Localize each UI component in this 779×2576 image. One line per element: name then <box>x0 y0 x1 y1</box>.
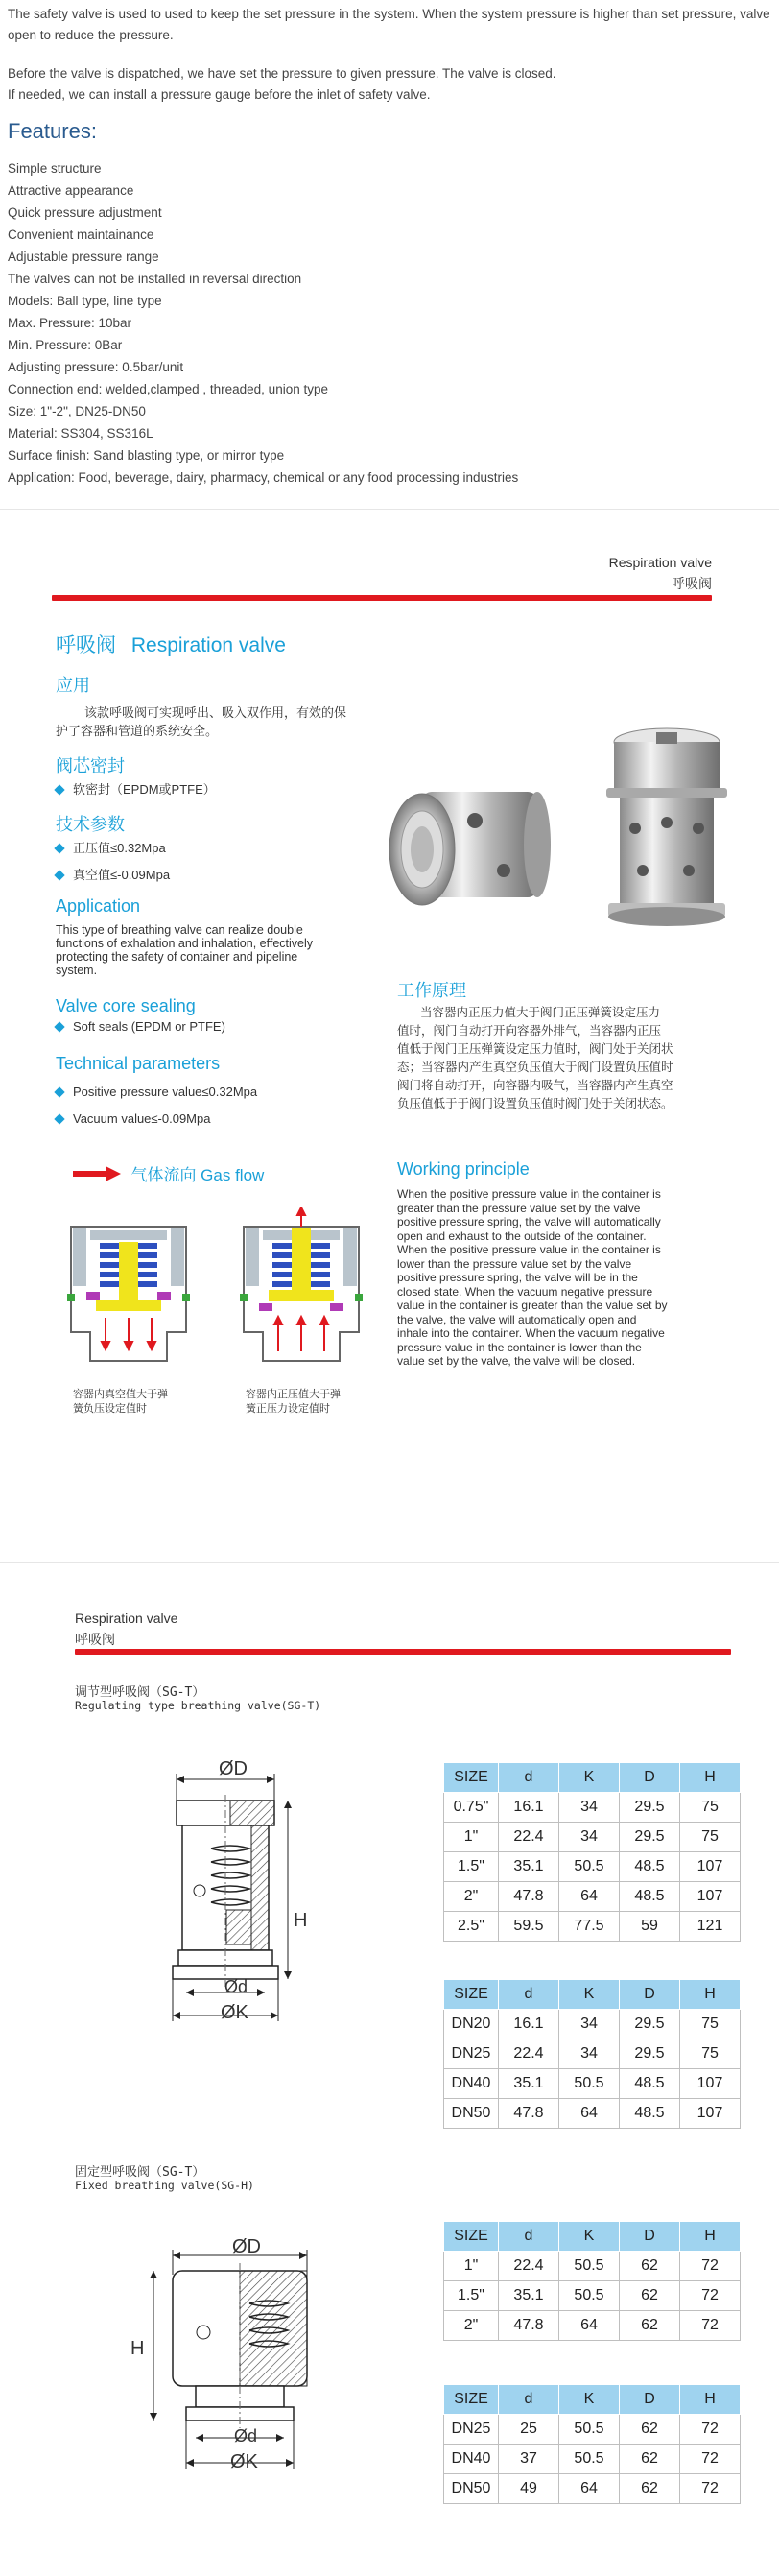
table-header-cell: d <box>499 2385 559 2415</box>
table-row <box>444 1823 741 1852</box>
dim-D-label: ØD <box>219 1758 248 1779</box>
principle-en-line: When the positive pressure value in the container is <box>397 1187 661 1201</box>
principle-en-line: lower than the pressure value set by the valve <box>397 1256 632 1271</box>
table-row <box>444 2415 741 2445</box>
regulating-title-zh: 调节型呼吸阀（SG-T） <box>75 1685 205 1700</box>
intro-paragraph-1: The safety valve is used to used to keep the set pressure in the system. When the system pressure is higher than set pressure, valve open to reduce the pressure. <box>8 7 770 42</box>
table-cell: 72 <box>680 2311 741 2341</box>
table-header-cell: d <box>499 2222 559 2252</box>
table-header-row <box>444 1763 741 1793</box>
fixed-title-en: Fixed breathing valve(SG-H) <box>75 2179 254 2192</box>
feature-item: Application: Food, beverage, dairy, pharmacy, chemical or any food processing industries <box>8 470 519 485</box>
table-cell: DN50 <box>444 2474 499 2504</box>
table-cell: 2" <box>444 1882 499 1912</box>
red-arrow-icon <box>73 1166 121 1181</box>
table-cell: 62 <box>620 2474 680 2504</box>
table-cell: 50.5 <box>559 2252 620 2281</box>
flow-diagram-pressure <box>240 1207 363 1361</box>
table-header-cell: d <box>499 1980 559 2010</box>
table-cell: 107 <box>680 2069 741 2099</box>
section-divider <box>0 1562 779 1563</box>
principle-zh-line: 值低于阀门正压弹簧设定压力值时，阀门处于关闭状 <box>397 1042 673 1056</box>
principle-en-line: closed state. When the vacuum negative pressure <box>397 1284 653 1299</box>
seal-zh-title: 阀芯密封 <box>56 756 125 775</box>
caption-right: 容器内正压值大于弹 簧正压力设定值时 <box>246 1389 341 1415</box>
table-cell: 107 <box>680 1852 741 1882</box>
table-row <box>444 2069 741 2099</box>
table-cell: 2" <box>444 2311 499 2341</box>
title-zh: 呼吸阀 <box>56 634 116 656</box>
dim-H-label-fixed: H <box>130 2338 145 2359</box>
features-list <box>8 157 518 489</box>
feature-item: The valves can not be installed in reversal direction <box>8 272 302 286</box>
principle-zh-line: 态；当容器内产生真空负压值大于阀门设置负压值时 <box>397 1061 673 1074</box>
table-header-cell: H <box>680 1763 741 1793</box>
table-cell: 121 <box>680 1912 741 1942</box>
table-cell: 59.5 <box>499 1912 559 1942</box>
table-cell: 50.5 <box>559 2069 620 2099</box>
table-cell: 48.5 <box>620 1852 680 1882</box>
table-cell: 35.1 <box>499 1852 559 1882</box>
principle-en-line: positive pressure spring, the valve will automatically <box>397 1215 661 1228</box>
table-cell: DN40 <box>444 2069 499 2099</box>
table-cell: 75 <box>680 1823 741 1852</box>
table-cell: 47.8 <box>499 1882 559 1912</box>
principle-en-line: the valve, the valve will automatically open and <box>397 1312 637 1326</box>
table-cell: 50.5 <box>559 1852 620 1882</box>
table-row <box>444 2311 741 2341</box>
table-cell: 1" <box>444 2252 499 2281</box>
table-cell: 1.5" <box>444 1852 499 1882</box>
header-red-line <box>75 1649 731 1655</box>
table-row <box>444 2445 741 2474</box>
principle-en-line: open and exhaust to the outside of the container. <box>397 1228 647 1243</box>
bullet-icon <box>54 1021 64 1032</box>
feature-item: Material: SS304, SS316L <box>8 426 153 441</box>
table-cell: DN40 <box>444 2445 499 2474</box>
title-en: Respiration valve <box>130 634 286 656</box>
gas-flow-legend <box>73 1161 264 1185</box>
principle-en-text <box>397 1187 668 1369</box>
feature-item: Convenient maintainance <box>8 227 154 242</box>
feature-item: Adjustable pressure range <box>8 250 159 264</box>
tech-en-item-2: Vacuum value≤-0.09Mpa <box>56 1111 210 1127</box>
features-title: Features: <box>8 119 97 143</box>
table-cell: 75 <box>680 2039 741 2069</box>
table-header-cell: K <box>559 2222 620 2252</box>
table-header-cell: K <box>559 1763 620 1793</box>
feature-item: Surface finish: Sand blasting type, or mirror type <box>8 448 285 463</box>
table-cell: 48.5 <box>620 2069 680 2099</box>
seal-zh-item: 软密封（EPDM或PTFE） <box>56 782 216 798</box>
valve-side-view <box>390 792 551 905</box>
valve-product-photo <box>384 725 748 945</box>
intro-text <box>8 4 771 106</box>
table-header-cell: SIZE <box>444 2222 499 2252</box>
table-cell: 34 <box>559 1793 620 1823</box>
principle-zh-line: 阀门将自动打开，向容器内吸气，当容器内产生真空 <box>397 1079 673 1092</box>
table-cell: 64 <box>559 2311 620 2341</box>
app-en-text: This type of breathing valve can realize double functions of exhalation and inhalation, effectively protecting the safety of container and pipeline system. <box>56 923 314 977</box>
catalog1-header-en: Respiration valve <box>608 555 712 570</box>
table-header-cell: D <box>620 1980 680 2010</box>
feature-item: Size: 1"-2", DN25-DN50 <box>8 404 146 418</box>
dim-K-label-fixed: ØK <box>230 2451 258 2472</box>
table-cell: 22.4 <box>499 2039 559 2069</box>
table-cell: 72 <box>680 2445 741 2474</box>
gas-flow-diagram <box>61 1207 378 1380</box>
table-header-cell: H <box>680 2222 741 2252</box>
table-cell: 29.5 <box>620 1823 680 1852</box>
table-cell: 50.5 <box>559 2281 620 2311</box>
feature-item: Adjusting pressure: 0.5bar/unit <box>8 360 184 374</box>
table-cell: 47.8 <box>499 2099 559 2129</box>
table-cell: 34 <box>559 1823 620 1852</box>
table-cell: 48.5 <box>620 2099 680 2129</box>
table-cell: 62 <box>620 2281 680 2311</box>
table-row <box>444 2474 741 2504</box>
table-cell: 72 <box>680 2252 741 2281</box>
table-cell: 64 <box>559 1882 620 1912</box>
table-cell: 22.4 <box>499 1823 559 1852</box>
app-zh-title: 应用 <box>56 676 90 695</box>
table-cell: 64 <box>559 2099 620 2129</box>
table-header-cell: SIZE <box>444 1980 499 2010</box>
table-cell: 35.1 <box>499 2281 559 2311</box>
app-zh-text-2: 护了容器和管道的系统安全。 <box>56 724 219 738</box>
table-cell: 50.5 <box>559 2445 620 2474</box>
table-header-cell: D <box>620 1763 680 1793</box>
table-row <box>444 1793 741 1823</box>
gas-flow-label: 气体流向 Gas flow <box>130 1166 265 1184</box>
principle-en-line: value set by the valve, the valve will be closed. <box>397 1354 636 1368</box>
dim-H-label: H <box>294 1910 308 1931</box>
table-cell: 62 <box>620 2415 680 2445</box>
table-cell: 64 <box>559 2474 620 2504</box>
feature-item: Connection end: welded,clamped , threaded, union type <box>8 382 328 396</box>
table-header-cell: d <box>499 1763 559 1793</box>
table-row <box>444 1882 741 1912</box>
valve-upright-view <box>606 728 727 926</box>
catalog2-header-en: Respiration valve <box>75 1610 178 1626</box>
tech-zh-item-1: 正压值≤0.32Mpa <box>56 841 166 856</box>
table-header-row <box>444 2385 741 2415</box>
feature-item: Max. Pressure: 10bar <box>8 316 132 330</box>
table-cell: 49 <box>499 2474 559 2504</box>
feature-item: Simple structure <box>8 161 102 176</box>
table-row <box>444 2281 741 2311</box>
seal-en-item: Soft seals (EPDM or PTFE) <box>56 1019 225 1035</box>
intro-paragraph-3: If needed, we can install a pressure gauge before the inlet of safety valve. <box>8 87 431 102</box>
table-cell: 22.4 <box>499 2252 559 2281</box>
table-cell: 29.5 <box>620 2010 680 2039</box>
principle-en-line: positive pressure spring, the valve will be in the <box>397 1271 638 1284</box>
bullet-icon <box>54 870 64 880</box>
app-en-title: Application <box>56 896 141 916</box>
principle-en-title: Working principle <box>397 1159 530 1179</box>
table-cell: DN20 <box>444 2010 499 2039</box>
principle-zh-title: 工作原理 <box>397 981 466 1000</box>
feature-item: Quick pressure adjustment <box>8 205 162 220</box>
tech-zh-title: 技术参数 <box>56 815 125 834</box>
principle-en-line: inhale into the container. When the vacuum negative <box>397 1326 665 1340</box>
table-cell: 34 <box>559 2039 620 2069</box>
table-cell: 37 <box>499 2445 559 2474</box>
table-cell: 72 <box>680 2281 741 2311</box>
table-header-cell: K <box>559 2385 620 2415</box>
regulating-size-table-inch <box>443 1762 741 1942</box>
principle-zh-text <box>397 1004 673 1113</box>
table-cell: DN50 <box>444 2099 499 2129</box>
section-divider <box>0 509 779 510</box>
table-row <box>444 2010 741 2039</box>
table-cell: 2.5" <box>444 1912 499 1942</box>
table-cell: 72 <box>680 2474 741 2504</box>
table-cell: 16.1 <box>499 2010 559 2039</box>
table-header-cell: K <box>559 1980 620 2010</box>
catalog1-header-zh: 呼吸阀 <box>672 576 712 591</box>
table-cell: 16.1 <box>499 1793 559 1823</box>
feature-item: Min. Pressure: 0Bar <box>8 338 123 352</box>
header-red-line <box>52 595 712 601</box>
table-row <box>444 1852 741 1882</box>
fixed-size-table-inch <box>443 2221 741 2341</box>
principle-zh-line: 负压值低于于阀门设置负压值时阀门处于关闭状态。 <box>397 1097 673 1110</box>
tech-en-item-1: Positive pressure value≤0.32Mpa <box>56 1085 257 1100</box>
bullet-icon <box>54 1113 64 1124</box>
principle-en-line: pressure value in the container is lower than the <box>397 1340 642 1354</box>
regulating-size-table-dn <box>443 1979 741 2129</box>
table-cell: 77.5 <box>559 1912 620 1942</box>
table-header-cell: SIZE <box>444 2385 499 2415</box>
table-cell: 59 <box>620 1912 680 1942</box>
regulating-title-en: Regulating type breathing valve(SG-T) <box>75 1699 321 1712</box>
fixed-title-zh: 固定型呼吸阀（SG-T） <box>75 2165 205 2180</box>
principle-en-line: greater than the pressure value set by the valve <box>397 1201 641 1215</box>
app-zh-text-1: 该款呼吸阀可实现呼出、吸入双作用，有效的保 <box>84 705 347 720</box>
table-cell: 75 <box>680 1793 741 1823</box>
bullet-icon <box>54 843 64 853</box>
table-cell: 72 <box>680 2415 741 2445</box>
fixed-size-table-dn <box>443 2384 741 2504</box>
table-header-cell: H <box>680 1980 741 2010</box>
dim-D-label-fixed: ØD <box>232 2236 261 2257</box>
table-cell: DN25 <box>444 2415 499 2445</box>
table-cell: DN25 <box>444 2039 499 2069</box>
table-row <box>444 2099 741 2129</box>
table-header-row <box>444 2222 741 2252</box>
table-header-cell: H <box>680 2385 741 2415</box>
principle-zh-line: 值时，阀门自动打开向容器外排气，当容器内正压 <box>397 1024 662 1038</box>
table-cell: 29.5 <box>620 2039 680 2069</box>
dim-K-label: ØK <box>221 2002 248 2023</box>
tech-zh-item-2: 真空值≤-0.09Mpa <box>56 868 170 883</box>
table-cell: 107 <box>680 1882 741 1912</box>
feature-item: Attractive appearance <box>8 183 134 198</box>
table-cell: 62 <box>620 2311 680 2341</box>
table-header-cell: D <box>620 2385 680 2415</box>
catalog1-title <box>56 630 286 658</box>
principle-en-line: value in the container is greater than the value set by <box>397 1299 668 1312</box>
intro-paragraph-2: Before the valve is dispatched, we have set the pressure to given pressure. The valve is closed. <box>8 66 556 81</box>
table-cell: 25 <box>499 2415 559 2445</box>
flow-diagram-vacuum <box>67 1227 190 1361</box>
catalog2-header-zh: 呼吸阀 <box>75 1632 115 1647</box>
table-cell: 35.1 <box>499 2069 559 2099</box>
bullet-icon <box>54 784 64 795</box>
table-cell: 62 <box>620 2252 680 2281</box>
table-cell: 1" <box>444 1823 499 1852</box>
table-header-cell: SIZE <box>444 1763 499 1793</box>
bullet-icon <box>54 1086 64 1097</box>
dim-d-label-fixed: Ød <box>234 2426 258 2445</box>
seal-en-title: Valve core sealing <box>56 996 196 1015</box>
dim-d-label: Ød <box>224 1977 248 1996</box>
table-row <box>444 2039 741 2069</box>
table-cell: 50.5 <box>559 2415 620 2445</box>
principle-en-line: When the positive pressure value in the container is <box>397 1243 661 1256</box>
table-cell: 107 <box>680 2099 741 2129</box>
caption-left: 容器内真空值大于弹 簧负压设定值时 <box>73 1389 168 1415</box>
table-header-cell: D <box>620 2222 680 2252</box>
table-cell: 47.8 <box>499 2311 559 2341</box>
table-cell: 1.5" <box>444 2281 499 2311</box>
tech-en-title: Technical parameters <box>56 1054 221 1073</box>
table-cell: 48.5 <box>620 1882 680 1912</box>
feature-item: Models: Ball type, line type <box>8 294 162 308</box>
table-row <box>444 2252 741 2281</box>
principle-zh-line: 当容器内正压力值大于阀门正压弹簧设定压力 <box>420 1006 661 1019</box>
table-cell: 29.5 <box>620 1793 680 1823</box>
table-cell: 62 <box>620 2445 680 2474</box>
table-row <box>444 1912 741 1942</box>
table-cell: 34 <box>559 2010 620 2039</box>
table-cell: 0.75" <box>444 1793 499 1823</box>
table-header-row <box>444 1980 741 2010</box>
table-cell: 75 <box>680 2010 741 2039</box>
